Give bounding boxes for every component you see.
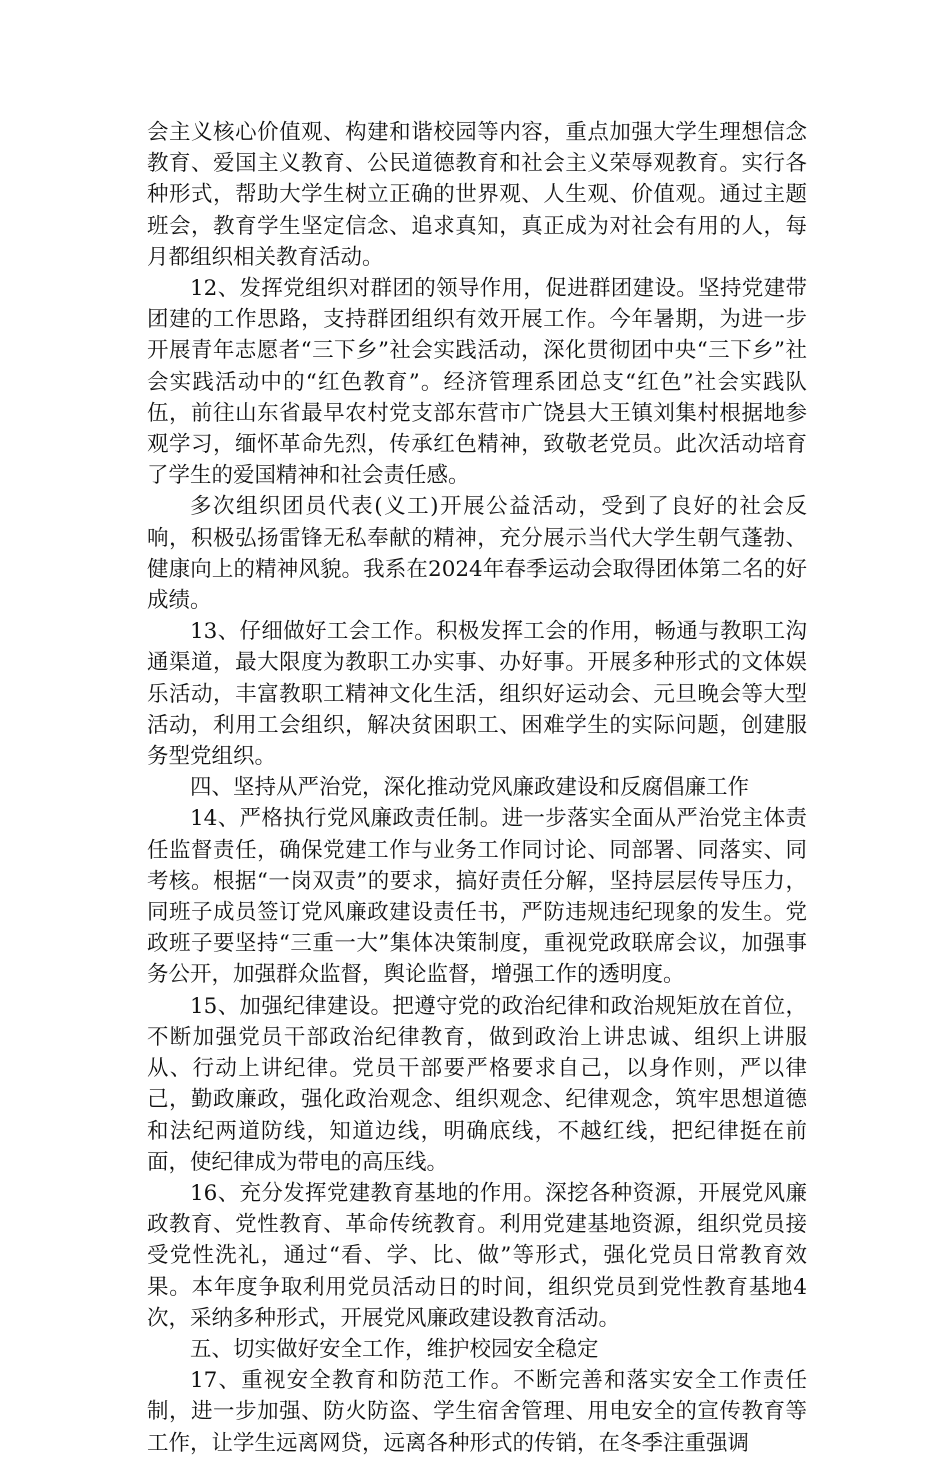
paragraph-item-15: 15、加强纪律建设。把遵守党的政治纪律和政治规矩放在首位，不断加强党员干部政治纪律教育，做到政治上讲忠诚、组织上讲服从、行动上讲纪律。党员干部要严格要求自己，以身作则，严以律己，勤政廉政，强化政治观念、组织观念、纪律观念，筑牢思想道德和法纪两道防线，知道边线，明确底线，不越红线，把纪律挺在前面，使纪律成为带电的高压线。	[147, 993, 807, 1175]
section-heading-4: 四、坚持从严治党，深化推动党风廉政建设和反腐倡廉工作	[190, 775, 750, 801]
paragraph-item-13: 13、仔细做好工会工作。积极发挥工会的作用，畅通与教职工沟通渠道，最大限度为教职工办实事、办好事。开展多种形式的文体娱乐活动，丰富教职工精神文化生活，组织好运动会、元旦晚会等大型活动，利用工会组织，解决贫困职工、困难学生的实际问题，创建服务型党组织。	[147, 619, 807, 770]
paragraph-ideology-education: 会主义核心价值观、构建和谐校园等内容，重点加强大学生理想信念教育、爱国主义教育、公民道德教育和社会主义荣辱观教育。实行各种形式，帮助大学生树立正确的世界观、人生观、价值观。通过主题班会，教育学生坚定信念、追求真知，真正成为对社会有用的人，每月都组织相关教育活动。	[147, 120, 807, 270]
paragraph-item-17: 17、重视安全教育和防范工作。不断完善和落实安全工作责任制，进一步加强、防火防盗、学生宿舍管理、用电安全的宣传教育等工作，让学生远离网贷，远离各种形式的传销，在冬季注重强调	[147, 1368, 807, 1456]
paragraph-volunteer-activities: 多次组织团员代表(义工)开展公益活动，受到了良好的社会反响，积极弘扬雷锋无私奉献的精神，充分展示当代大学生朝气蓬勃、健康向上的精神风貌。我系在2024年春季运动会取得团体第二名的好成绩。	[147, 494, 807, 614]
document-page	[147, 117, 807, 1459]
paragraph-item-16: 16、充分发挥党建教育基地的作用。深挖各种资源，开展党风廉政教育、党性教育、革命传统教育。利用党建基地资源，组织党员接受党性洗礼，通过“看、学、比、做”等形式，强化党员日常教育效果。本年度争取利用党员活动日的时间，组织党员到党性教育基地4次，采纳多种形式，开展党风廉政建设教育活动。	[147, 1180, 807, 1331]
section-heading-5: 五、切实做好安全工作，维护校园安全稳定	[190, 1336, 599, 1362]
paragraph-item-14: 14、严格执行党风廉政责任制。进一步落实全面从严治党主体责任监督责任，确保党建工作与业务工作同讨论、同部署、同落实、同考核。根据“一岗双责”的要求，搞好责任分解，坚持层层传导压力，同班子成员签订党风廉政建设责任书，严防违规违纪现象的发生。党政班子要坚持“三重一大”集体决策制度，重视党政联席会议，加强事务公开，加强群众监督，舆论监督，增强工作的透明度。	[147, 806, 807, 988]
paragraph-item-12: 12、发挥党组织对群团的领导作用，促进群团建设。坚持党建带团建的工作思路，支持群团组织有效开展工作。今年暑期，为进一步开展青年志愿者“三下乡”社会实践活动，深化贯彻团中央“三下乡”社会实践活动中的“红色教育”。经济管理系团总支“红色”社会实践队伍，前往山东省最早农村党支部东营市广饶县大王镇刘集村根据地参观学习，缅怀革命先烈，传承红色精神，致敬老党员。此次活动培育了学生的爱国精神和社会责任感。	[147, 276, 807, 489]
